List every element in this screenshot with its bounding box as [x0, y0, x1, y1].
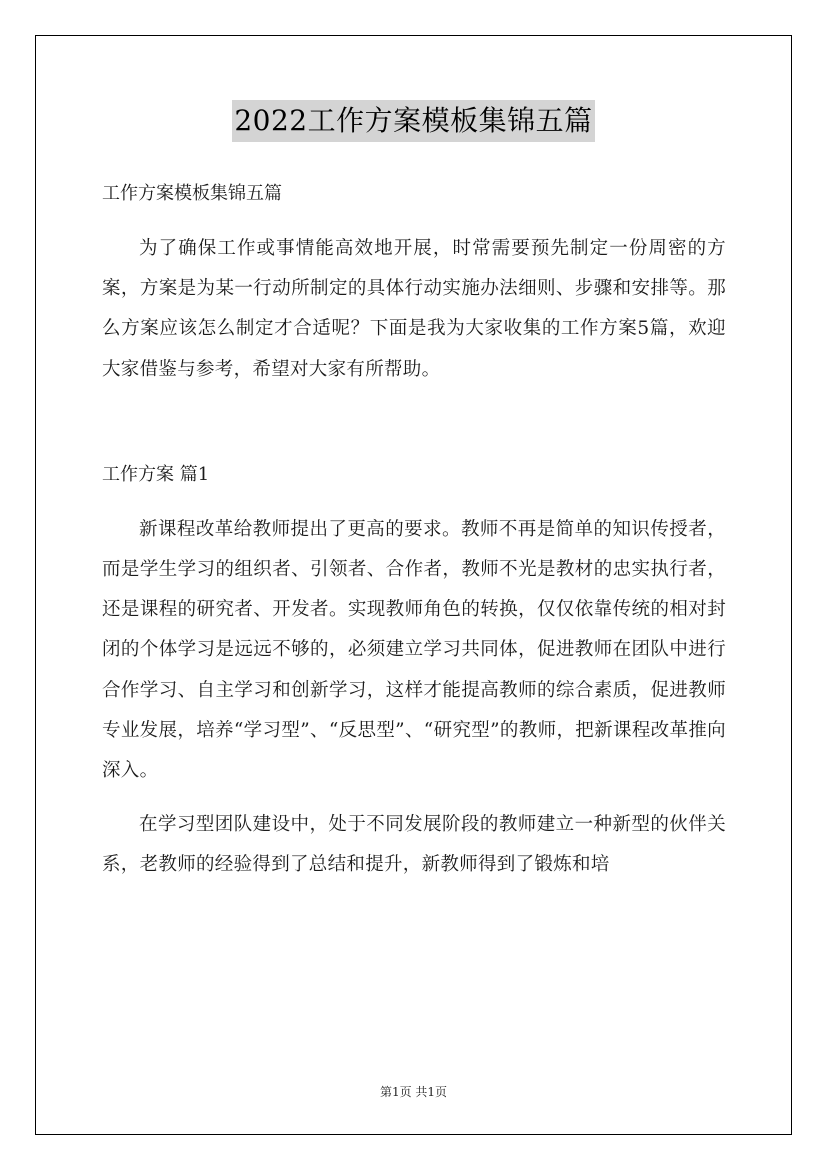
document-title: 2022工作方案模板集锦五篇 — [232, 100, 594, 142]
document-subtitle: 工作方案模板集锦五篇 — [102, 183, 282, 204]
title-container — [0, 100, 827, 142]
intro-paragraph: 为了确保工作或事情能高效地开展，时常需要预先制定一份周密的方案，方案是为某一行动所制定的具体行动实施办法细则、步骤和安排等。那么方案应该怎么制定才合适呢？下面是我为大家收集的工作方案5篇，欢迎大家借鉴与参考，希望对大家有所帮助。 — [102, 238, 726, 380]
page-number-footer: 第1页 共1页 — [379, 1085, 448, 1099]
spacer — [102, 791, 726, 805]
body-paragraph: 新课程改革给教师提出了更高的要求。教师不再是简单的知识传授者，而是学生学习的组织者、引领者、合作者，教师不光是教材的忠实执行者，还是课程的研究者、开发者。实现教师角色的转换，仅仅依靠传统的相对封闭的个体学习是远远不够的，必须建立学习共同体，促进教师在团队中进行合作学习、自主学习和创新学习，这样才能提高教师的综合素质，促进教师专业发展，培养“学习型”、“反思型”、“研究型”的教师，把新课程改革推向深入。 — [102, 518, 726, 782]
spacer — [102, 496, 726, 510]
body-paragraph: 在学习型团队建设中，处于不同发展阶段的教师建立一种新型的伙伴关系，老教师的经验得到了总结和提升，新教师得到了锻炼和培 — [102, 814, 726, 876]
section-heading: 工作方案 篇1 — [102, 463, 210, 485]
document-body — [102, 173, 726, 886]
spacer — [102, 215, 726, 229]
